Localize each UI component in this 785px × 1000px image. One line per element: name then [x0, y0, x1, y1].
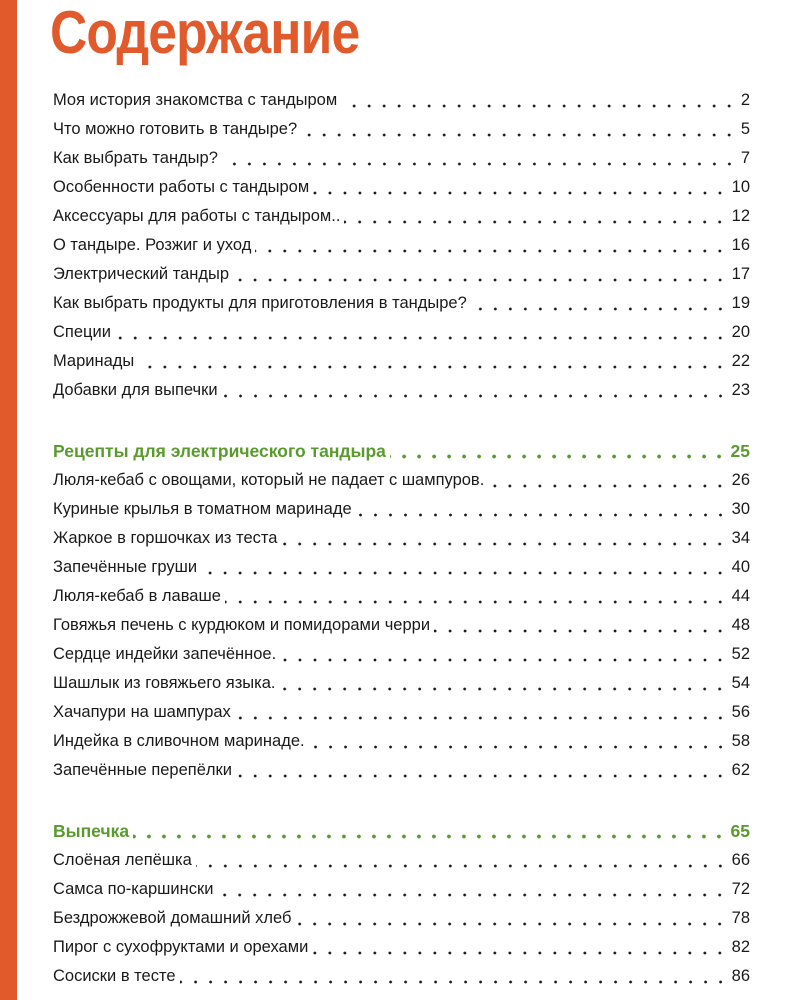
toc-entry-title: Пирог с сухофруктами и орехами: [53, 938, 309, 956]
toc-entry-title: Индейка в сливочном маринаде.: [53, 732, 305, 750]
toc-entry-page: 17: [731, 265, 750, 283]
toc-entry-page: 48: [731, 616, 750, 634]
toc-entry-page: 86: [731, 967, 750, 985]
toc-entry-page: 26: [731, 471, 750, 489]
dot-leader: [133, 834, 726, 839]
toc-entry-title: Шашлык из говяжьего языка.: [53, 674, 276, 692]
dot-leader: [217, 893, 727, 897]
toc-entry-title: Хачапури на шампурах: [53, 703, 231, 721]
dot-leader: [222, 394, 728, 398]
recipes-entries: [53, 466, 750, 785]
toc-entry-title: Говяжья печень с курдюком и помидорами черри: [53, 616, 431, 634]
toc-entry-title: Моя история знакомства с тандыром: [53, 91, 338, 109]
toc-entry-page: 19: [731, 294, 750, 312]
dot-leader: [180, 980, 728, 984]
toc-entry[interactable]: [53, 582, 750, 611]
toc-entry[interactable]: [53, 231, 750, 260]
toc-entry[interactable]: [53, 466, 750, 495]
toc-entry-page: 34: [731, 529, 750, 547]
toc-entry-page: 72: [731, 880, 750, 898]
toc-entry[interactable]: [53, 318, 750, 347]
toc-entry-title: Слоёная лепёшка: [53, 851, 192, 869]
page-title: Содержание: [50, 0, 360, 66]
toc-entry-page: 2: [740, 91, 750, 109]
toc-entry[interactable]: [53, 495, 750, 524]
section-spacer: [53, 405, 750, 437]
dot-leader: [488, 484, 727, 488]
section-page: 65: [730, 821, 750, 841]
section-title: Выпечка: [53, 821, 130, 841]
section-header-baking[interactable]: [53, 817, 750, 846]
toc-entry[interactable]: [53, 933, 750, 962]
toc-entry[interactable]: [53, 962, 750, 991]
toc-entry-page: 62: [731, 761, 750, 779]
toc-entry-title: Самса по-каршински: [53, 880, 214, 898]
toc-entry-title: Куриные крылья в томатном маринаде: [53, 500, 352, 518]
dot-leader: [233, 278, 728, 282]
toc-entry-title: О тандыре. Розжиг и уход: [53, 236, 252, 254]
toc-entry-title: Сосиски в тесте: [53, 967, 176, 985]
toc-entry-page: 12: [731, 207, 750, 225]
toc-entry[interactable]: [53, 376, 750, 405]
toc-entry-page: 44: [731, 587, 750, 605]
toc-entry-page: 10: [731, 178, 750, 196]
dot-leader: [138, 365, 727, 369]
toc-entry[interactable]: [53, 347, 750, 376]
toc-entry-title: Особенности работы с тандыром: [53, 178, 310, 196]
toc-entry-page: 16: [731, 236, 750, 254]
toc-entry-page: 78: [731, 909, 750, 927]
toc-entry-page: 23: [731, 381, 750, 399]
toc-entry-title: Маринады: [53, 352, 135, 370]
toc-entry-page: 30: [731, 500, 750, 518]
table-of-contents: [53, 86, 750, 991]
toc-entry-page: 52: [731, 645, 750, 663]
toc-entry[interactable]: [53, 144, 750, 173]
dot-leader: [471, 307, 728, 311]
toc-entry[interactable]: [53, 756, 750, 785]
toc-entry-title: Запечённые груши: [53, 558, 198, 576]
toc-entry[interactable]: [53, 698, 750, 727]
toc-entry[interactable]: [53, 904, 750, 933]
dot-leader: [390, 454, 727, 459]
toc-entry-page: 58: [731, 732, 750, 750]
toc-entry-title: Жаркое в горшочках из теста: [53, 529, 278, 547]
dot-leader: [344, 220, 727, 224]
dot-leader: [313, 191, 727, 195]
toc-entry-title: Добавки для выпечки: [53, 381, 218, 399]
dot-leader: [196, 864, 728, 868]
dot-leader: [309, 745, 728, 749]
toc-entry[interactable]: [53, 553, 750, 582]
baking-entries: [53, 846, 750, 991]
toc-entry-page: 7: [740, 149, 750, 167]
toc-entry[interactable]: [53, 524, 750, 553]
dot-leader: [295, 922, 727, 926]
toc-entry[interactable]: [53, 289, 750, 318]
toc-entry[interactable]: [53, 846, 750, 875]
toc-entry[interactable]: [53, 669, 750, 698]
dot-leader: [235, 716, 728, 720]
dot-leader: [341, 104, 737, 108]
toc-entry[interactable]: [53, 173, 750, 202]
toc-entry-title: Как выбрать тандыр?: [53, 149, 218, 167]
toc-entry[interactable]: [53, 260, 750, 289]
toc-entry-title: Специи: [53, 323, 111, 341]
toc-entry-title: Запечённые перепёлки: [53, 761, 232, 779]
toc-entry[interactable]: [53, 611, 750, 640]
toc-entry-page: 82: [731, 938, 750, 956]
dot-leader: [279, 687, 727, 691]
dot-leader: [222, 162, 737, 166]
toc-entry-title: Аксессуары для работы с тандыром..: [53, 207, 341, 225]
dot-leader: [356, 513, 728, 517]
dot-leader: [115, 336, 728, 340]
toc-entry-page: 56: [731, 703, 750, 721]
toc-entry[interactable]: [53, 727, 750, 756]
dot-leader: [201, 571, 728, 575]
toc-entry-title: Бездрожжевой домашний хлеб: [53, 909, 292, 927]
section-header-recipes[interactable]: [53, 437, 750, 466]
section-title: Рецепты для электрического тандыра: [53, 441, 386, 461]
toc-entry-title: Люля-кебаб в лаваше: [53, 587, 221, 605]
toc-entry-title: Сердце индейки запечённое.: [53, 645, 277, 663]
toc-entry[interactable]: [53, 202, 750, 231]
toc-entry[interactable]: [53, 115, 750, 144]
toc-entry-title: Как выбрать продукты для приготовления в тандыре?: [53, 294, 467, 312]
toc-entry-page: 5: [740, 120, 750, 138]
dot-leader: [280, 658, 727, 662]
toc-entry-page: 20: [731, 323, 750, 341]
toc-entry-page: 40: [731, 558, 750, 576]
toc-entry-title: Электрический тандыр: [53, 265, 230, 283]
toc-entry-title: Что можно готовить в тандыре?: [53, 120, 298, 138]
dot-leader: [225, 600, 728, 604]
toc-entry[interactable]: [53, 875, 750, 904]
dot-leader: [312, 951, 727, 955]
section-spacer: [53, 785, 750, 817]
dot-leader: [236, 774, 728, 778]
section-page: 25: [730, 441, 750, 461]
toc-entry[interactable]: [53, 86, 750, 115]
toc-entry-page: 22: [731, 352, 750, 370]
toc-entry-title: Люля-кебаб с овощами, который не падает с шампуров.: [53, 471, 485, 489]
toc-entry-page: 66: [731, 851, 750, 869]
toc-entry-page: 54: [731, 674, 750, 692]
dot-leader: [281, 542, 727, 546]
dot-leader: [255, 249, 727, 253]
intro-entries: [53, 86, 750, 405]
toc-entry[interactable]: [53, 640, 750, 669]
left-color-strip: [0, 0, 17, 1000]
dot-leader: [434, 629, 728, 633]
dot-leader: [301, 133, 737, 137]
